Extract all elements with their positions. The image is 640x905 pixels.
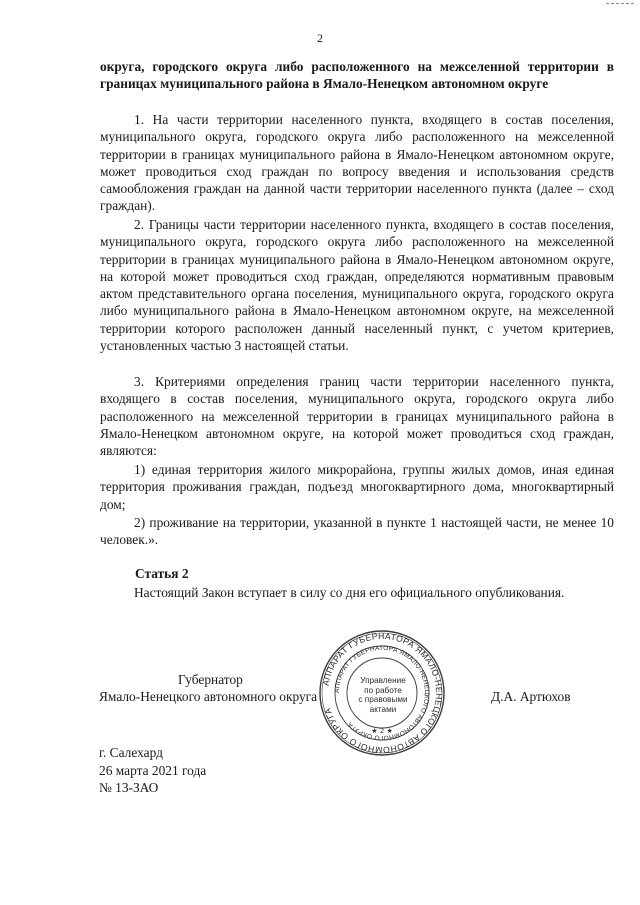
paragraph-3-text: 3. Критериями определения границ части территории населенного пункта, входящего в состав поселения, муниципального округа, городского округа либо расположенного на межселенной территории в границах муниципального района в Ямало-Ненецком автономном округе, на которой может проводиться сход граждан, являются:	[100, 374, 614, 459]
meta-city: г. Салехард	[99, 745, 163, 760]
scan-corner-mark	[606, 3, 634, 5]
seal-star-number: ★ 2 ★	[371, 727, 393, 735]
seal-center-line-1: Управление	[360, 676, 406, 685]
document-meta	[99, 744, 206, 797]
heading-text: округа, городского округа либо расположенного на межселенной территории в границах муниципального района в Ямало-Ненецком автономном округе	[100, 59, 614, 92]
article-heading-continued	[100, 58, 614, 93]
paragraph-2-text: 2. Границы части территории населенного пункта, входящего в состав поселения, муниципального округа, городского округа либо расположенного на межселенной территории в границах муниципального района в Ямало-Ненецком автономном округе, на которой может проводиться сход граждан, определяются нормативным правовым актом представительного органа поселения, муниципального округа, городского округа либо муниципального района в Ямало-Ненецком автономном округе, на межселенной территории которого расположен данный населенный пункт, с учетом критериев, установленных частью 3 настоящей статьи.	[100, 217, 614, 354]
article-2-title: Статья 2	[135, 566, 189, 581]
signatory-title-line-1: Губернатор	[178, 672, 243, 687]
article-2-text: Настоящий Закон вступает в силу со дня его официального опубликования.	[134, 585, 565, 600]
paragraph-1-text: 1. На части территории населенного пункта, входящего в состав поселения, муниципального округа, городского округа либо расположенного на межселенной территории в границах муниципального района в Ямало-Ненецком автономном округе, может проводиться сход граждан по вопросу введения и использования средств самообложения граждан на данной части территории населенного пункта (далее – сход граждан).	[100, 112, 614, 214]
page-number: 2	[317, 31, 323, 45]
seal-center-text	[355, 676, 411, 714]
paragraph-5	[100, 514, 614, 549]
signatory-name: Д.А. Артюхов	[491, 689, 571, 704]
meta-number: № 13-ЗАО	[99, 780, 159, 795]
meta-date: 26 марта 2021 года	[99, 762, 207, 778]
paragraph-3	[100, 373, 614, 459]
paragraph-5-text: 2) проживание на территории, указанной в пункте 1 настоящей части, не менее 10 человек.».	[100, 515, 614, 548]
seal-center-line-3: с правовыми	[358, 695, 408, 705]
paragraph-2	[100, 216, 614, 354]
paragraph-4-text: 1) единая территория жилого микрорайона, группы жилых домов, иная единая территория проживания граждан, подъезд многоквартирного дома, многоквартирный дом;	[100, 462, 614, 512]
seal-center-line-4: актами	[369, 704, 397, 714]
seal-center-line-2: по работе	[364, 685, 402, 695]
seal-outer-text: АППАРАТ ГУБЕРНАТОРА ЯМАЛО-НЕНЕЦКОГО АВТОНОМНОГО ОКРУГА	[320, 630, 445, 756]
seal-inner-text: АППАРАТ ГУБЕРНАТОРА ЯМАЛО-НЕНЕЦКОГО АВТОНОМНОГО ОКРУГА	[333, 644, 431, 742]
article-2-body	[100, 584, 614, 601]
paragraph-1	[100, 111, 614, 215]
paragraph-4	[100, 461, 614, 513]
signatory-title-line-2: Ямало-Ненецкого автономного округа	[99, 689, 318, 704]
